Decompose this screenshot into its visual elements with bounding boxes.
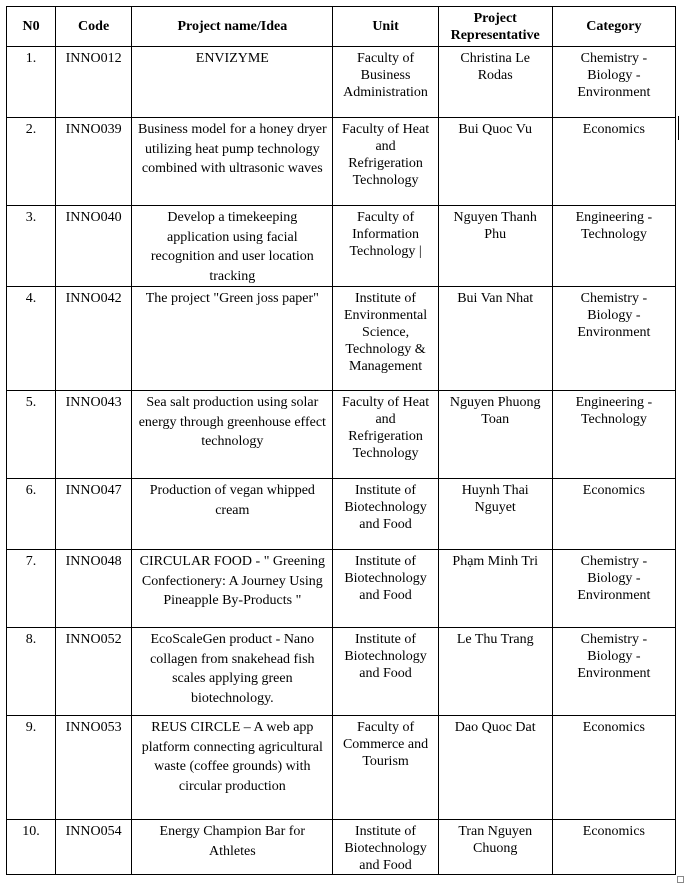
cell-unit: Faculty of Commerce and Tourism — [333, 716, 438, 820]
header-category: Category — [552, 7, 675, 47]
table-row — [7, 820, 676, 875]
table-row — [7, 287, 676, 391]
cell-no: 9. — [7, 716, 56, 820]
cell-no: 1. — [7, 47, 56, 118]
cell-representative: Christina Le Rodas — [438, 47, 552, 118]
cell-code: INNO012 — [56, 47, 132, 118]
cell-category: Engineering - Technology — [552, 206, 675, 287]
text-cursor-mark — [678, 116, 679, 140]
cell-name: EcoScaleGen product - Nano collagen from snakehead fish scales applying green biotechnology. — [132, 628, 333, 716]
cell-category: Economics — [552, 479, 675, 550]
cell-unit: Institute of Biotechnology and Food — [333, 550, 438, 628]
cell-code: INNO052 — [56, 628, 132, 716]
cell-unit: Faculty of Heat and Refrigeration Technology — [333, 391, 438, 479]
table-row — [7, 550, 676, 628]
cell-unit: Faculty of Information Technology | — [333, 206, 438, 287]
table-row — [7, 628, 676, 716]
table-row — [7, 716, 676, 820]
cell-unit: Faculty of Heat and Refrigeration Technology — [333, 118, 438, 206]
cell-name: Business model for a honey dryer utilizing heat pump technology combined with ultrasonic waves — [132, 118, 333, 206]
cell-category: Chemistry - Biology - Environment — [552, 47, 675, 118]
cell-representative: Nguyen Thanh Phu — [438, 206, 552, 287]
header-unit: Unit — [333, 7, 438, 47]
cell-no: 4. — [7, 287, 56, 391]
cell-code: INNO043 — [56, 391, 132, 479]
cell-name: Sea salt production using solar energy through greenhouse effect technology — [132, 391, 333, 479]
cell-code: INNO042 — [56, 287, 132, 391]
header-name: Project name/Idea — [132, 7, 333, 47]
cell-unit: Faculty of Business Administration — [333, 47, 438, 118]
cell-name: REUS CIRCLE – A web app platform connecting agricultural waste (coffee grounds) with circular production — [132, 716, 333, 820]
cell-code: INNO040 — [56, 206, 132, 287]
cell-category: Chemistry - Biology - Environment — [552, 550, 675, 628]
cell-no: 6. — [7, 479, 56, 550]
table-resize-handle[interactable] — [677, 876, 684, 883]
cell-code: INNO054 — [56, 820, 132, 875]
cell-code: INNO053 — [56, 716, 132, 820]
projects-table — [6, 6, 676, 875]
cell-category: Chemistry - Biology - Environment — [552, 287, 675, 391]
table-row — [7, 391, 676, 479]
header-representative: Project Representative — [438, 7, 552, 47]
cell-no: 10. — [7, 820, 56, 875]
cell-unit: Institute of Biotechnology and Food — [333, 820, 438, 875]
cell-code: INNO039 — [56, 118, 132, 206]
cell-name: The project "Green joss paper" — [132, 287, 333, 391]
header-row — [7, 7, 676, 47]
cell-category: Economics — [552, 820, 675, 875]
cell-representative: Le Thu Trang — [438, 628, 552, 716]
cell-category: Engineering - Technology — [552, 391, 675, 479]
table-row — [7, 47, 676, 118]
cell-no: 8. — [7, 628, 56, 716]
table-row — [7, 206, 676, 287]
cell-representative: Bui Quoc Vu — [438, 118, 552, 206]
cell-unit: Institute of Biotechnology and Food — [333, 479, 438, 550]
cell-representative: Huynh Thai Nguyet — [438, 479, 552, 550]
cell-name: CIRCULAR FOOD - " Greening Confectionery: A Journey Using Pineapple By-Products " — [132, 550, 333, 628]
cell-name: Energy Champion Bar for Athletes — [132, 820, 333, 875]
header-no: N0 — [7, 7, 56, 47]
cell-representative: Nguyen Phuong Toan — [438, 391, 552, 479]
cell-code: INNO047 — [56, 479, 132, 550]
cell-unit: Institute of Environmental Science, Technology & Management — [333, 287, 438, 391]
cell-name: Develop a timekeeping application using facial recognition and user location tracking — [132, 206, 333, 287]
cell-category: Economics — [552, 118, 675, 206]
cell-representative: Dao Quoc Dat — [438, 716, 552, 820]
cell-no: 5. — [7, 391, 56, 479]
cell-no: 7. — [7, 550, 56, 628]
cell-representative: Bui Van Nhat — [438, 287, 552, 391]
table-row — [7, 479, 676, 550]
cell-category: Chemistry - Biology - Environment — [552, 628, 675, 716]
cell-code: INNO048 — [56, 550, 132, 628]
cell-no: 2. — [7, 118, 56, 206]
cell-name: Production of vegan whipped cream — [132, 479, 333, 550]
table-row — [7, 118, 676, 206]
cell-no: 3. — [7, 206, 56, 287]
cell-representative: Tran Nguyen Chuong — [438, 820, 552, 875]
cell-unit: Institute of Biotechnology and Food — [333, 628, 438, 716]
header-code: Code — [56, 7, 132, 47]
cell-category: Economics — [552, 716, 675, 820]
cell-name: ENVIZYME — [132, 47, 333, 118]
cell-representative: Phạm Minh Tri — [438, 550, 552, 628]
